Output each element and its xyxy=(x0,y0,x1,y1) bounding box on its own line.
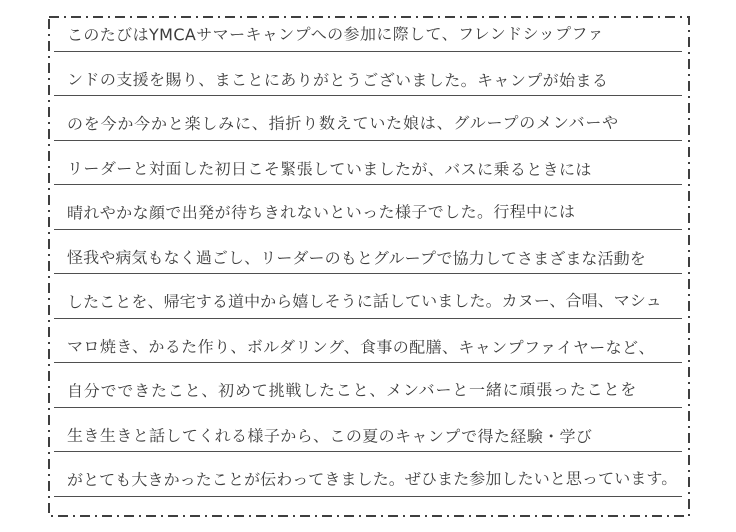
letter-line xyxy=(54,319,682,364)
letter-line-text: ンドの支援を賜り、まことにありがとうございました。キャンプが始まる xyxy=(67,70,609,91)
letter-line xyxy=(54,141,682,186)
letter-line-text: このたびはYMCAサマーキャンプへの参加に際して、フレンドシップファ xyxy=(66,23,604,44)
letter-line xyxy=(54,96,682,141)
letter-line xyxy=(54,274,682,319)
letter-line xyxy=(54,230,682,275)
letter-line-text: がとても大きかったことが伝わってきました。ぜひまた参加したいと思っています。 xyxy=(66,468,678,489)
letter-line-text: 生き生きと話してくれる様子から、この夏のキャンプで得た経験・学び xyxy=(67,426,593,447)
letter-line-text: 怪我や病気もなく過ごし、リーダーのもとグループで協力してさまざまな活動を xyxy=(67,248,646,269)
letter-line-text: したことを、帰宅する道中から嬉しそうに話していました。カヌー、合唱、マシュ xyxy=(66,290,662,311)
letter-line xyxy=(54,185,682,230)
letter-line xyxy=(54,452,682,497)
letter-line-text: リーダーと対面した初日こそ緊張していましたが、バスに乗るときには xyxy=(67,159,592,180)
letter-line-text: 自分でできたこと、初めて挑戦したこと、メンバーと一緒に頑張ったことを xyxy=(66,379,638,400)
letter-line xyxy=(54,408,682,453)
letter-line-text: 晴れやかな顔で出発が待ちきれないといった様子でした。行程中には xyxy=(66,201,576,222)
letter-line xyxy=(54,52,682,97)
letter-line-text: マロ焼き、かるた作り、ボルダリング、食事の配膳、キャンプファイヤーなど、 xyxy=(67,337,655,358)
letter-line-text: のを今か今かと楽しみに、指折り数えていた娘は、グループのメンバーや xyxy=(66,112,619,133)
letter-body xyxy=(54,16,682,497)
letter-line xyxy=(54,16,682,52)
letter-line xyxy=(54,363,682,408)
